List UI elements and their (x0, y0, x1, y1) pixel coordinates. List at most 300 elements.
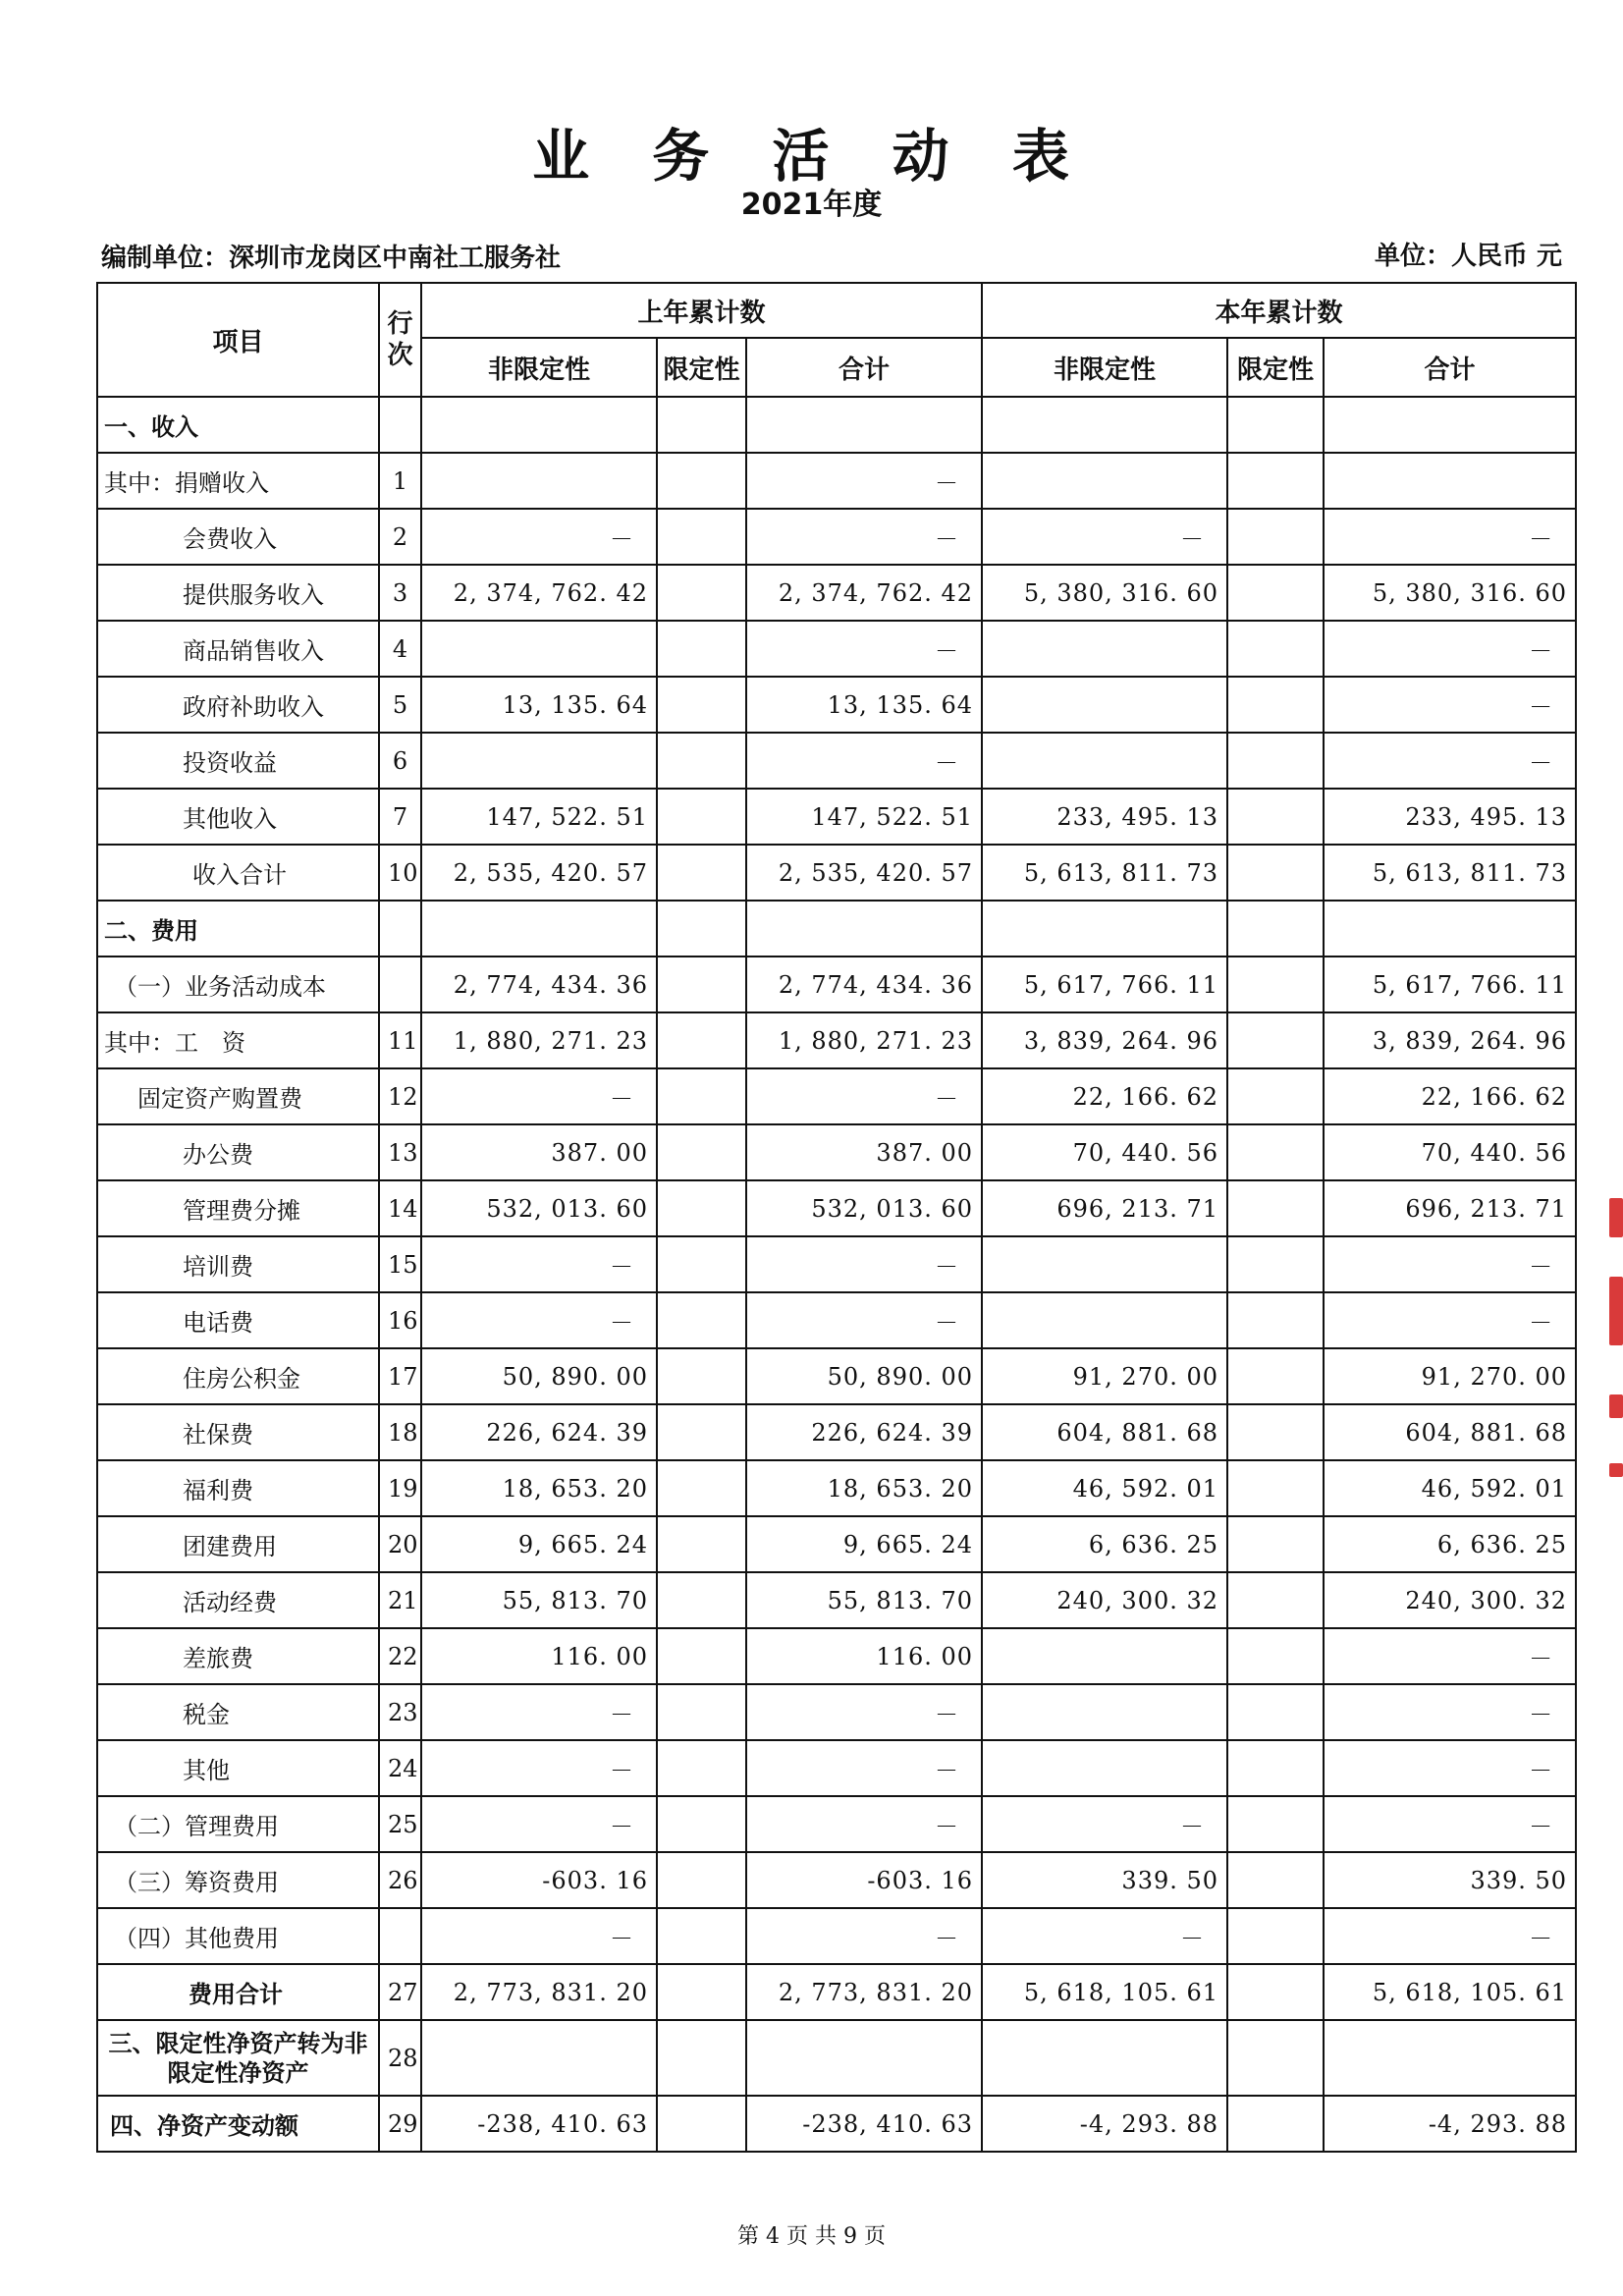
row-item-label: 三、限定性净资产转为非限定性净资产 (97, 2020, 379, 2096)
table-body (97, 397, 1576, 2152)
cell-ct: -4, 293. 88 (1324, 2096, 1576, 2152)
row-number: 16 (379, 1292, 421, 1348)
row-number: 17 (379, 1348, 421, 1404)
cell-cu (982, 1684, 1227, 1740)
table-row (97, 509, 1576, 565)
table-row (97, 453, 1576, 509)
cell-cr (1227, 2096, 1324, 2152)
row-item-label: 办公费 (97, 1124, 379, 1180)
cell-pt: 1, 880, 271. 23 (746, 1012, 982, 1068)
cell-pt: － (746, 733, 982, 789)
cell-pt: 2, 773, 831. 20 (746, 1964, 982, 2020)
cell-cu: 6, 636. 25 (982, 1516, 1227, 1572)
cell-pu: － (421, 509, 657, 565)
row-number: 4 (379, 621, 421, 677)
cell-cr (1227, 901, 1324, 957)
cell-pu: 387. 00 (421, 1124, 657, 1180)
cell-pu: 2, 535, 420. 57 (421, 845, 657, 901)
row-item-label: 福利费 (97, 1460, 379, 1516)
cell-pr (657, 1740, 746, 1796)
cell-pt: － (746, 1740, 982, 1796)
cell-pr (657, 453, 746, 509)
table-row (97, 1516, 1576, 1572)
row-item-label: 政府补助收入 (97, 677, 379, 733)
cell-pt: － (746, 1908, 982, 1964)
cell-cu: 3, 839, 264. 96 (982, 1012, 1227, 1068)
cell-pt: － (746, 1068, 982, 1124)
cell-pu: 2, 773, 831. 20 (421, 1964, 657, 2020)
cell-pr (657, 1012, 746, 1068)
row-item-label: 会费收入 (97, 509, 379, 565)
table-row (97, 1740, 1576, 1796)
table-row (97, 1628, 1576, 1684)
row-number: 27 (379, 1964, 421, 2020)
cell-pr (657, 565, 746, 621)
row-number: 3 (379, 565, 421, 621)
row-number: 6 (379, 733, 421, 789)
row-number (379, 901, 421, 957)
cell-ct: － (1324, 1292, 1576, 1348)
header-prev-unrestricted: 非限定性 (421, 338, 657, 397)
cell-pr (657, 1684, 746, 1740)
table-row (97, 1852, 1576, 1908)
row-number: 26 (379, 1852, 421, 1908)
cell-cr (1227, 733, 1324, 789)
cell-pt: 2, 374, 762. 42 (746, 565, 982, 621)
cell-cu: 91, 270. 00 (982, 1348, 1227, 1404)
cell-pu (421, 397, 657, 453)
cell-pt (746, 397, 982, 453)
row-item-label: 费用合计 (97, 1964, 379, 2020)
cell-pu: 13, 135. 64 (421, 677, 657, 733)
cell-pr (657, 901, 746, 957)
cell-cr (1227, 789, 1324, 845)
cell-pt: － (746, 509, 982, 565)
table-row (97, 901, 1576, 957)
cell-cu: 604, 881. 68 (982, 1404, 1227, 1460)
row-item-label: 收入合计 (97, 845, 379, 901)
cell-ct: 70, 440. 56 (1324, 1124, 1576, 1180)
table-row (97, 621, 1576, 677)
table-row (97, 1236, 1576, 1292)
header-row-no: 行次 (379, 283, 421, 397)
cell-pr (657, 1292, 746, 1348)
cell-pt: -238, 410. 63 (746, 2096, 982, 2152)
cell-pt (746, 901, 982, 957)
cell-pu: 2, 374, 762. 42 (421, 565, 657, 621)
cell-cu: 339. 50 (982, 1852, 1227, 1908)
cell-cr (1227, 397, 1324, 453)
cell-ct (1324, 397, 1576, 453)
cell-pu: － (421, 1292, 657, 1348)
row-number: 1 (379, 453, 421, 509)
cell-ct: 5, 613, 811. 73 (1324, 845, 1576, 901)
cell-cr (1227, 1236, 1324, 1292)
cell-ct: 604, 881. 68 (1324, 1404, 1576, 1460)
cell-pr (657, 621, 746, 677)
row-item-label: 差旅费 (97, 1628, 379, 1684)
cell-pt: 532, 013. 60 (746, 1180, 982, 1236)
cell-pr (657, 677, 746, 733)
cell-pr (657, 1348, 746, 1404)
cell-ct: 46, 592. 01 (1324, 1460, 1576, 1516)
cell-pr (657, 397, 746, 453)
cell-pr (657, 2096, 746, 2152)
page-footer: 第 4 页 共 9 页 (737, 2224, 886, 2249)
header-cur-restricted: 限定性 (1227, 338, 1324, 397)
cell-cr (1227, 1348, 1324, 1404)
row-item-label: 其中：捐赠收入 (97, 453, 379, 509)
cell-ct: － (1324, 509, 1576, 565)
cell-ct: 240, 300. 32 (1324, 1572, 1576, 1628)
header-prev-total: 合计 (746, 338, 982, 397)
cell-cr (1227, 621, 1324, 677)
row-number: 23 (379, 1684, 421, 1740)
cell-cu: 240, 300. 32 (982, 1572, 1227, 1628)
cell-ct: － (1324, 1740, 1576, 1796)
cell-cr (1227, 1684, 1324, 1740)
cell-pr (657, 1460, 746, 1516)
cell-cr (1227, 1068, 1324, 1124)
cell-cu: 70, 440. 56 (982, 1124, 1227, 1180)
cell-pr (657, 1852, 746, 1908)
cell-pt: 18, 653. 20 (746, 1460, 982, 1516)
cell-pt: － (746, 453, 982, 509)
row-item-label: 活动经费 (97, 1572, 379, 1628)
cell-ct: － (1324, 621, 1576, 677)
header-prev-year: 上年累计数 (421, 283, 982, 338)
cell-ct: － (1324, 677, 1576, 733)
cell-ct: 233, 495. 13 (1324, 789, 1576, 845)
row-item-label: （四）其他费用 (97, 1908, 379, 1964)
business-activity-table (96, 282, 1577, 2153)
table-row (97, 1012, 1576, 1068)
cell-pt (746, 2020, 982, 2096)
cell-pr (657, 1908, 746, 1964)
cell-cu (982, 1292, 1227, 1348)
cell-cr (1227, 1740, 1324, 1796)
cell-cu: 22, 166. 62 (982, 1068, 1227, 1124)
row-item-label: 管理费分摊 (97, 1180, 379, 1236)
cell-pu: 116. 00 (421, 1628, 657, 1684)
header-this-year: 本年累计数 (982, 283, 1576, 338)
cell-cr (1227, 677, 1324, 733)
cell-pr (657, 845, 746, 901)
cell-pt: 2, 535, 420. 57 (746, 845, 982, 901)
cell-cu (982, 621, 1227, 677)
cell-cr (1227, 1908, 1324, 1964)
table-row (97, 1572, 1576, 1628)
cell-pr (657, 1236, 746, 1292)
row-number (379, 1908, 421, 1964)
table-row (97, 1684, 1576, 1740)
currency-unit: 单位：人民币 元 (1374, 242, 1562, 271)
cell-pu (421, 2020, 657, 2096)
cell-cr (1227, 453, 1324, 509)
cell-pu (421, 621, 657, 677)
cell-pu (421, 733, 657, 789)
cell-cu (982, 1740, 1227, 1796)
row-item-label: 培训费 (97, 1236, 379, 1292)
cell-pu: 226, 624. 39 (421, 1404, 657, 1460)
cell-pu: － (421, 1908, 657, 1964)
cell-ct: － (1324, 1628, 1576, 1684)
cell-pu: － (421, 1684, 657, 1740)
cell-cu (982, 453, 1227, 509)
report-year: 2021年度 (740, 188, 883, 222)
row-item-label: 税金 (97, 1684, 379, 1740)
cell-ct: 3, 839, 264. 96 (1324, 1012, 1576, 1068)
row-item-label: （一）业务活动成本 (97, 957, 379, 1012)
seal-mark (1609, 1198, 1623, 1237)
cell-pr (657, 1628, 746, 1684)
cell-pr (657, 1964, 746, 2020)
cell-ct: 5, 617, 766. 11 (1324, 957, 1576, 1012)
cell-pt: 226, 624. 39 (746, 1404, 982, 1460)
cell-pr (657, 1068, 746, 1124)
cell-cu: － (982, 509, 1227, 565)
cell-cu: 233, 495. 13 (982, 789, 1227, 845)
cell-cr (1227, 1292, 1324, 1348)
cell-pt: － (746, 1684, 982, 1740)
cell-cr (1227, 1964, 1324, 2020)
table-row (97, 1460, 1576, 1516)
report-title: 业 务 活 动 表 (532, 123, 1091, 190)
table-row (97, 1068, 1576, 1124)
cell-pt: － (746, 1796, 982, 1852)
row-item-label: 其他收入 (97, 789, 379, 845)
cell-pu: 532, 013. 60 (421, 1180, 657, 1236)
row-item-label: （三）筹资费用 (97, 1852, 379, 1908)
cell-cu: 5, 380, 316. 60 (982, 565, 1227, 621)
cell-pt: － (746, 621, 982, 677)
cell-pu: 55, 813. 70 (421, 1572, 657, 1628)
row-item-label: 商品销售收入 (97, 621, 379, 677)
cell-pt: 387. 00 (746, 1124, 982, 1180)
row-number: 18 (379, 1404, 421, 1460)
row-item-label: 其他 (97, 1740, 379, 1796)
cell-pr (657, 1572, 746, 1628)
table-row (97, 1348, 1576, 1404)
row-item-label: 一、收入 (97, 397, 379, 453)
cell-pt: 50, 890. 00 (746, 1348, 982, 1404)
cell-cu (982, 733, 1227, 789)
cell-ct (1324, 901, 1576, 957)
cell-pr (657, 509, 746, 565)
row-number: 13 (379, 1124, 421, 1180)
cell-pu: － (421, 1068, 657, 1124)
row-item-label: （二）管理费用 (97, 1796, 379, 1852)
row-number: 7 (379, 789, 421, 845)
row-item-label: 住房公积金 (97, 1348, 379, 1404)
row-number: 12 (379, 1068, 421, 1124)
table-row (97, 2020, 1576, 2096)
cell-cu: 696, 213. 71 (982, 1180, 1227, 1236)
cell-cu (982, 1628, 1227, 1684)
row-item-label: 社保费 (97, 1404, 379, 1460)
row-number: 10 (379, 845, 421, 901)
cell-pu: 50, 890. 00 (421, 1348, 657, 1404)
cell-ct: － (1324, 1236, 1576, 1292)
cell-cr (1227, 1012, 1324, 1068)
table-row (97, 1292, 1576, 1348)
cell-pu: 9, 665. 24 (421, 1516, 657, 1572)
cell-cu (982, 677, 1227, 733)
cell-cr (1227, 957, 1324, 1012)
seal-mark (1609, 1463, 1623, 1477)
row-number: 5 (379, 677, 421, 733)
cell-cu (982, 1236, 1227, 1292)
table-row (97, 565, 1576, 621)
row-item-label: 提供服务收入 (97, 565, 379, 621)
cell-pu: 1, 880, 271. 23 (421, 1012, 657, 1068)
cell-ct (1324, 453, 1576, 509)
table-row (97, 1404, 1576, 1460)
header-cur-total: 合计 (1324, 338, 1576, 397)
row-number (379, 397, 421, 453)
cell-cr (1227, 1572, 1324, 1628)
row-item-label: 固定资产购置费 (97, 1068, 379, 1124)
row-number: 24 (379, 1740, 421, 1796)
compiler-unit: 编制单位：深圳市龙岗区中南社工服务社 (101, 244, 562, 273)
row-number: 15 (379, 1236, 421, 1292)
table-row (97, 1124, 1576, 1180)
cell-cr (1227, 2020, 1324, 2096)
table-row (97, 1964, 1576, 2020)
row-number: 28 (379, 2020, 421, 2096)
table-row (97, 789, 1576, 845)
cell-cr (1227, 845, 1324, 901)
cell-cr (1227, 1796, 1324, 1852)
row-number: 22 (379, 1628, 421, 1684)
cell-cr (1227, 509, 1324, 565)
row-item-label: 投资收益 (97, 733, 379, 789)
cell-cr (1227, 1460, 1324, 1516)
cell-cu: － (982, 1796, 1227, 1852)
cell-cr (1227, 1628, 1324, 1684)
cell-pr (657, 1124, 746, 1180)
cell-pu: 18, 653. 20 (421, 1460, 657, 1516)
cell-pt: 116. 00 (746, 1628, 982, 1684)
cell-cr (1227, 1180, 1324, 1236)
cell-cr (1227, 1516, 1324, 1572)
table-row (97, 2096, 1576, 2152)
header-cur-unrestricted: 非限定性 (982, 338, 1227, 397)
row-item-label: 电话费 (97, 1292, 379, 1348)
header-prev-restricted: 限定性 (657, 338, 746, 397)
row-number: 19 (379, 1460, 421, 1516)
cell-pt: 9, 665. 24 (746, 1516, 982, 1572)
cell-pr (657, 957, 746, 1012)
cell-ct: 22, 166. 62 (1324, 1068, 1576, 1124)
cell-pt: 13, 135. 64 (746, 677, 982, 733)
cell-ct: － (1324, 1684, 1576, 1740)
cell-pr (657, 1516, 746, 1572)
cell-ct: － (1324, 733, 1576, 789)
row-item-label: 二、费用 (97, 901, 379, 957)
table-row (97, 1180, 1576, 1236)
cell-cr (1227, 1404, 1324, 1460)
table-row (97, 957, 1576, 1012)
cell-cu: -4, 293. 88 (982, 2096, 1227, 2152)
cell-ct: － (1324, 1796, 1576, 1852)
cell-cu: 46, 592. 01 (982, 1460, 1227, 1516)
row-item-label: 其中：工 资 (97, 1012, 379, 1068)
cell-cu (982, 901, 1227, 957)
table-row (97, 733, 1576, 789)
row-number: 25 (379, 1796, 421, 1852)
row-number: 14 (379, 1180, 421, 1236)
cell-pt: － (746, 1236, 982, 1292)
row-number: 11 (379, 1012, 421, 1068)
row-number: 20 (379, 1516, 421, 1572)
cell-cu: 5, 617, 766. 11 (982, 957, 1227, 1012)
table-row (97, 397, 1576, 453)
table-row (97, 1908, 1576, 1964)
table-row (97, 677, 1576, 733)
row-item-label: 团建费用 (97, 1516, 379, 1572)
cell-pr (657, 733, 746, 789)
table-row (97, 845, 1576, 901)
cell-cu (982, 397, 1227, 453)
cell-pt: 55, 813. 70 (746, 1572, 982, 1628)
cell-pr (657, 1180, 746, 1236)
cell-pt: － (746, 1292, 982, 1348)
cell-ct: 91, 270. 00 (1324, 1348, 1576, 1404)
cell-pr (657, 1796, 746, 1852)
seal-mark (1609, 1277, 1623, 1345)
cell-pu: 2, 774, 434. 36 (421, 957, 657, 1012)
cell-cu: 5, 613, 811. 73 (982, 845, 1227, 901)
cell-ct: 339. 50 (1324, 1852, 1576, 1908)
seal-mark (1609, 1394, 1623, 1418)
cell-ct (1324, 2020, 1576, 2096)
cell-pu: － (421, 1740, 657, 1796)
row-number: 29 (379, 2096, 421, 2152)
cell-pu (421, 901, 657, 957)
cell-cu (982, 2020, 1227, 2096)
cell-ct: － (1324, 1908, 1576, 1964)
cell-ct: 696, 213. 71 (1324, 1180, 1576, 1236)
cell-pt: -603. 16 (746, 1852, 982, 1908)
row-number (379, 957, 421, 1012)
row-number: 21 (379, 1572, 421, 1628)
cell-ct: 5, 618, 105. 61 (1324, 1964, 1576, 2020)
table-row (97, 1796, 1576, 1852)
cell-cu: 5, 618, 105. 61 (982, 1964, 1227, 2020)
cell-pu: -603. 16 (421, 1852, 657, 1908)
cell-pu: － (421, 1796, 657, 1852)
cell-pr (657, 789, 746, 845)
row-item-label: 四、净资产变动额 (97, 2096, 379, 2152)
cell-cr (1227, 1852, 1324, 1908)
cell-ct: 5, 380, 316. 60 (1324, 565, 1576, 621)
cell-cu: － (982, 1908, 1227, 1964)
cell-ct: 6, 636. 25 (1324, 1516, 1576, 1572)
cell-pt: 2, 774, 434. 36 (746, 957, 982, 1012)
header-item: 项目 (97, 283, 379, 397)
cell-pu: -238, 410. 63 (421, 2096, 657, 2152)
cell-pr (657, 2020, 746, 2096)
cell-pu: 147, 522. 51 (421, 789, 657, 845)
cell-cr (1227, 565, 1324, 621)
cell-pr (657, 1404, 746, 1460)
cell-pu: － (421, 1236, 657, 1292)
cell-pt: 147, 522. 51 (746, 789, 982, 845)
row-number: 2 (379, 509, 421, 565)
cell-pu (421, 453, 657, 509)
cell-cr (1227, 1124, 1324, 1180)
